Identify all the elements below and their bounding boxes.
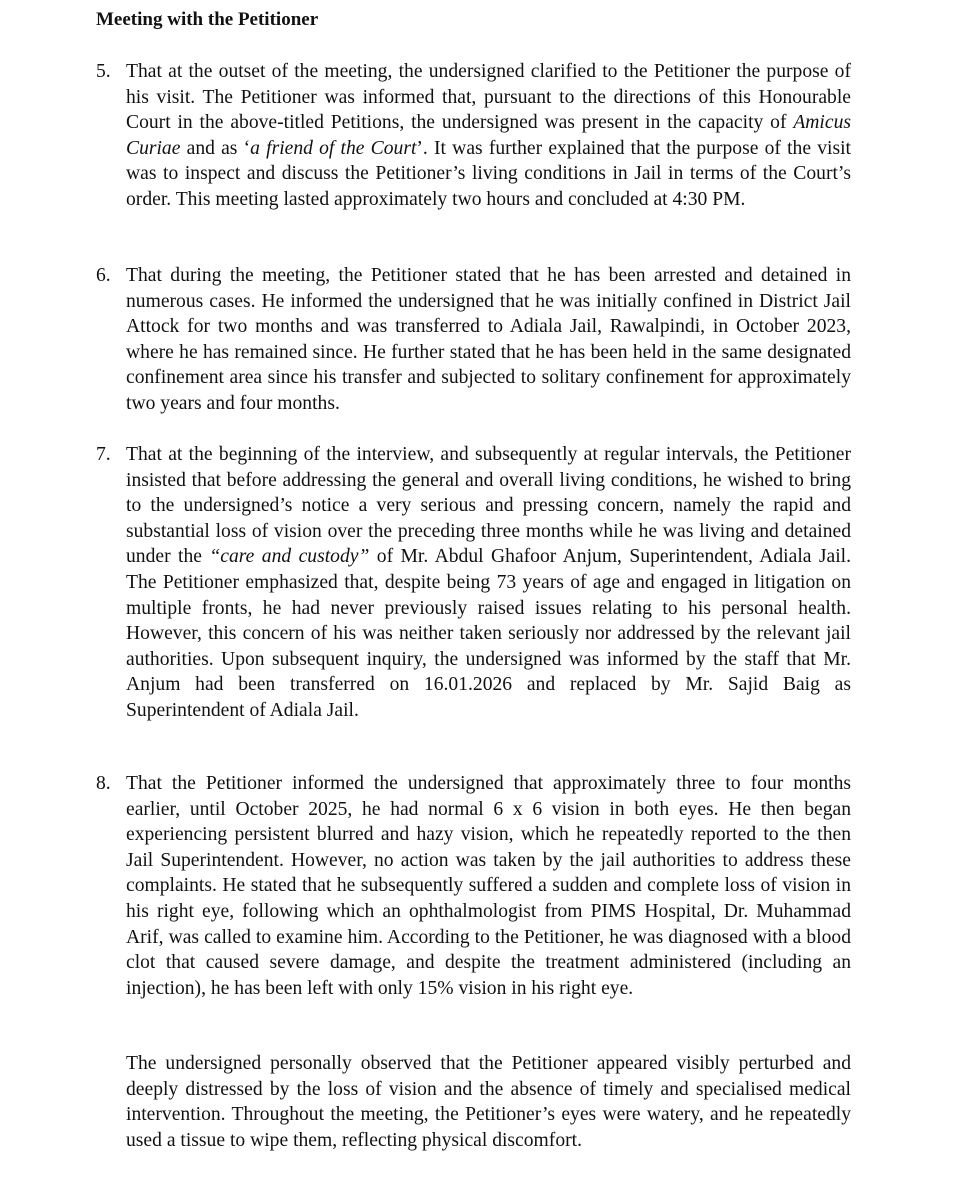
paragraph-text: ’. It was further explained that the purpose of the visit was to inspect and discuss the Petitioner’s living conditions in Jail in terms of the Court’s order. This meeting lasted approximately two hours and concluded at 4:30 PM. (126, 137, 851, 210)
paragraph-8 (126, 771, 851, 1001)
italic-term: Amicus Curiae (126, 112, 851, 159)
paragraph-number: 5. (96, 61, 111, 82)
section-heading: Meeting with the Petitioner (96, 9, 319, 30)
paragraph-text: The undersigned personally observed that the Petitioner appeared visibly perturbed and deeply distressed by the loss of vision and the absence of timely and specialised medical intervention. Throughout the meeting, the Petitioner’s eyes were watery, and he repeatedly used a tissue to wipe them, reflecting physical discomfort. (126, 1053, 851, 1151)
paragraph-text: That at the beginning of the interview, and subsequently at regular intervals, the Petitioner insisted that before addressing the general and overall living conditions, he wished to bring to the undersigned’s notice a very serious and pressing concern, namely the rapid and substantial loss of vision over the preceding three months while he was living and detained under the (126, 444, 851, 568)
paragraph-text: That at the outset of the meeting, the undersigned clarified to the Petitioner the purpose of his visit. The Petitioner was informed that, pursuant to the directions of this Honourable Court in the above-titled Petitions, the undersigned was present in the capacity of (126, 61, 851, 134)
paragraph-text: and as ‘ (180, 137, 251, 159)
paragraph-number: 8. (96, 773, 111, 794)
paragraph-text: That during the meeting, the Petitioner stated that he has been arrested and detained in numerous cases. He informed the undersigned that he was initially confined in District Jail Attock for two months and was transferred to Adiala Jail, Rawalpindi, in October 2023, where he has remained since. He further stated that he has been held in the same designated confinement area since his transfer and subjected to solitary confinement for approximately two years and four months. (126, 265, 851, 414)
paragraph-5 (126, 59, 851, 213)
paragraph-number: 6. (96, 265, 111, 286)
paragraph-text: of Mr. Abdul Ghafoor Anjum, Superintendent, Adiala Jail. The Petitioner emphasized that, despite being 73 years of age and engaged in litigation on multiple fronts, he had never previously raised issues relating to his personal health. However, this concern of his was neither taken seriously nor addressed by the relevant jail authorities. Upon subsequent inquiry, the undersigned was informed by the staff that Mr. Anjum had been transferred on 16.01.2026 and replaced by Mr. Sajid Baig as Superintendent of Adiala Jail. (126, 546, 851, 721)
italic-term: “care and custody” (209, 546, 370, 568)
paragraph-text: That the Petitioner informed the undersigned that approximately three to four months earlier, until October 2025, he had normal 6 x 6 vision in both eyes. He then began experiencing persistent blurred and hazy vision, which he repeatedly reported to the then Jail Superintendent. However, no action was taken by the jail authorities to address these complaints. He stated that he subsequently suffered a sudden and complete loss of vision in his right eye, following which an ophthalmologist from PIMS Hospital, Dr. Muhammad Arif, was called to examine him. According to the Petitioner, he was diagnosed with a blood clot that caused severe damage, and despite the treatment administered (including an injection), he has been left with only 15% vision in his right eye. (126, 773, 851, 999)
italic-term: a friend of the Court (250, 137, 417, 159)
paragraph-7 (126, 442, 851, 724)
paragraph-8-continuation (126, 1051, 851, 1153)
paragraph-6 (126, 263, 851, 417)
paragraph-number: 7. (96, 444, 111, 465)
